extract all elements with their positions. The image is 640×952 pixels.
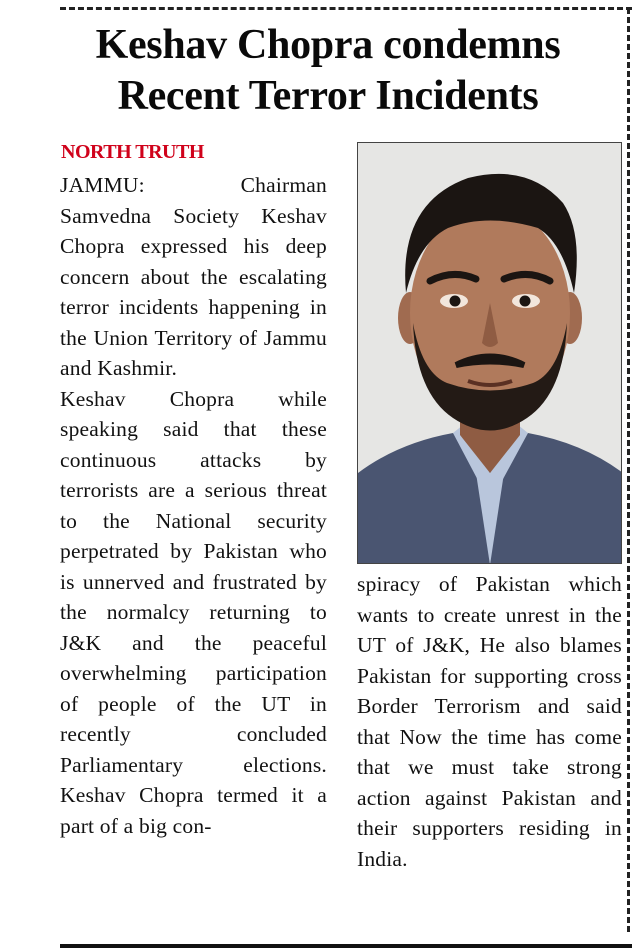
headline-line-2: Recent Terror Incidents [117, 73, 539, 119]
article-column-left [60, 170, 327, 841]
bottom-rule [60, 944, 632, 948]
headline [40, 20, 616, 122]
headline-line-1: Keshav Chopra condemns [95, 22, 561, 68]
person-portrait-photo [357, 142, 622, 564]
article-column-right [357, 569, 622, 874]
paragraph-intro: JAMMU: Chairman Samvedna Society Keshav Chopra expressed his deep concern about the escalating terror incidents happening in the Union Territory of Jammu and Kashmir. [60, 173, 327, 380]
right-dashed-border [627, 8, 630, 932]
byline: NORTH TRUTH [61, 141, 204, 163]
top-dashed-border [60, 7, 632, 10]
portrait-illustration [358, 143, 622, 564]
paragraph-statement: Keshav Chopra while speaking said that these continuous attacks by terrorists are a serious threat to the National security perpetrated by Pakistan who is unnerved and frustrated by the normalcy returning to J&K and the peaceful overwhelming participation of people of the UT in recently concluded Parliamentary elections. Keshav Chopra termed it a part of a big con- [60, 386, 327, 838]
paragraph-continuation: spiracy of Pakistan which wants to create unrest in the UT of J&K, He also blames Pakistan for supporting cross Border Terrorism and said that Now the time has come that we must take strong action against Pakistan and their supporters residing in India. [357, 572, 622, 871]
